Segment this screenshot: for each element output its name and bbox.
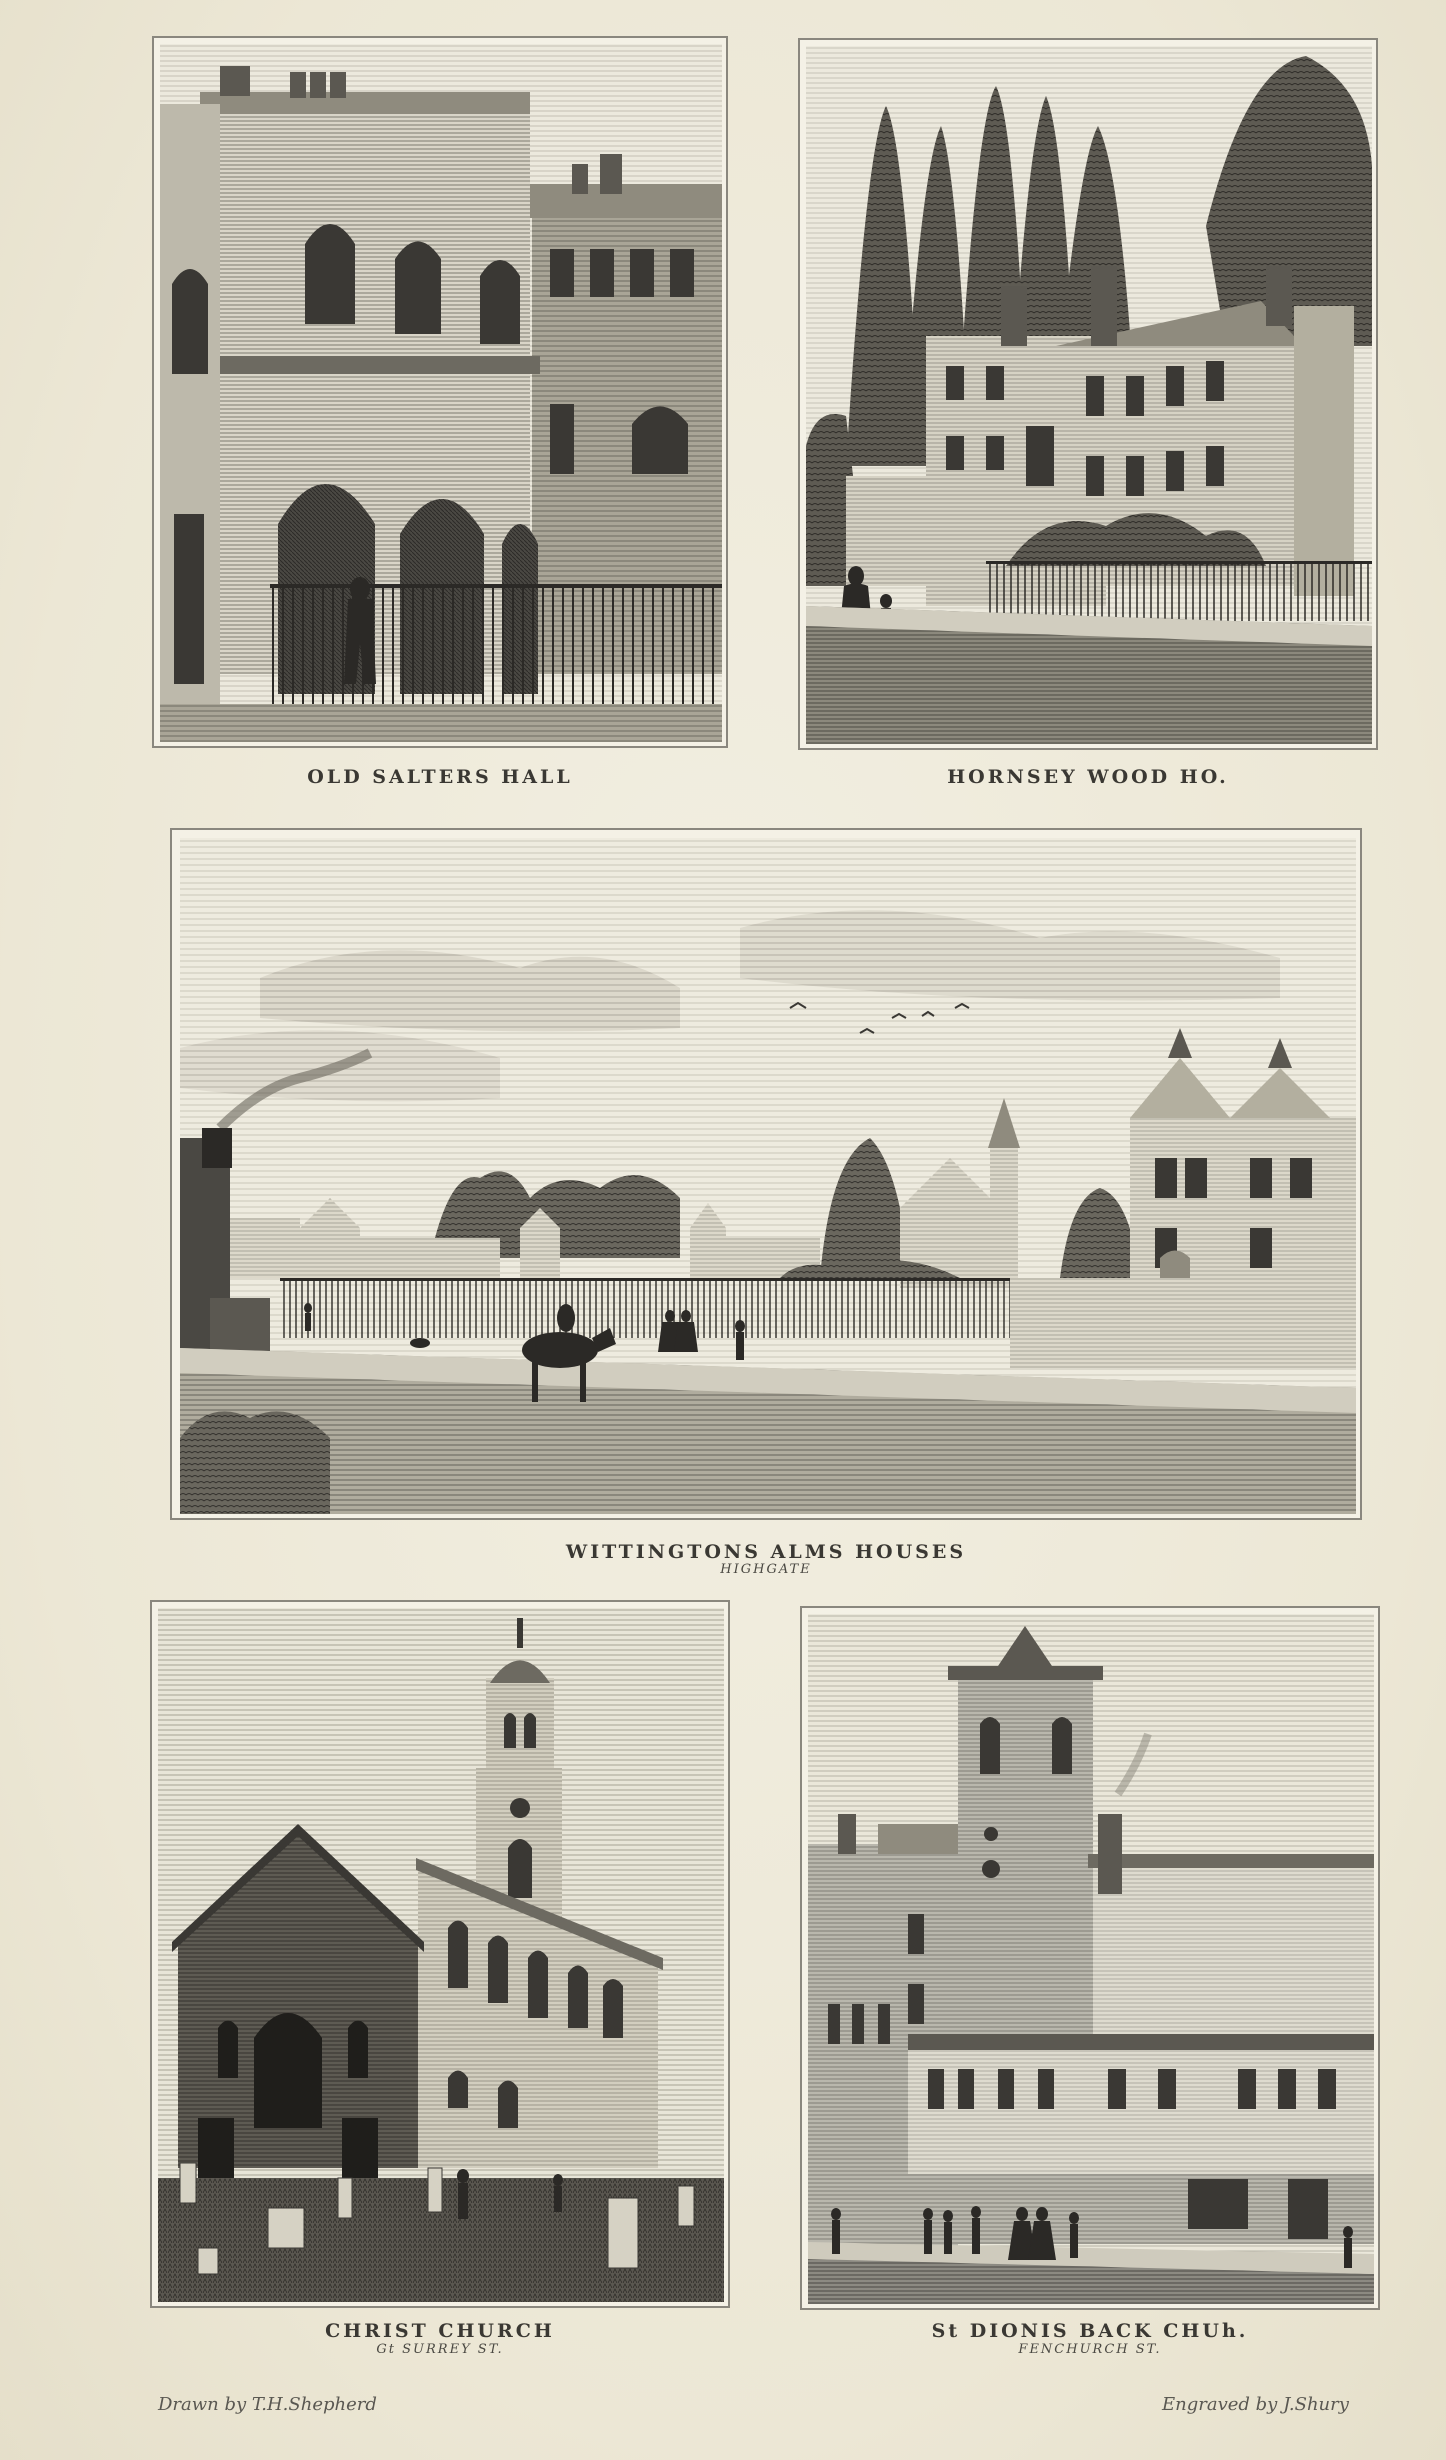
- plate-hornsey-wood: [798, 38, 1378, 750]
- engraved-by-credit: Engraved by J.Shury: [1162, 2394, 1349, 2415]
- christ-church-caption: CHRIST CHURCH: [325, 2320, 555, 2342]
- st-dionis-subcaption: FENCHURCH ST.: [1018, 2342, 1162, 2357]
- hornsey-wood-caption: HORNSEY WOOD HO.: [947, 766, 1229, 788]
- almshouses-caption: WITTINGTONS ALMS HOUSES: [565, 1541, 967, 1563]
- drawn-by-credit: Drawn by T.H.Shepherd: [158, 2394, 377, 2415]
- plate-salters-hall: [152, 36, 728, 748]
- st-dionis-engraving: [808, 1614, 1374, 2304]
- plate-almshouses: [170, 828, 1362, 1520]
- christ-church-subcaption: Gt SURREY ST.: [376, 2342, 504, 2357]
- salters-hall-engraving: [160, 44, 722, 742]
- plate-st-dionis: [800, 1606, 1380, 2310]
- plate-christ-church: [150, 1600, 730, 2308]
- hornsey-wood-engraving: [806, 46, 1372, 744]
- almshouses-subcaption: HIGHGATE: [720, 1562, 812, 1577]
- christ-church-engraving: [158, 1608, 724, 2302]
- st-dionis-caption: St DIONIS BACK CHUh.: [931, 2320, 1249, 2342]
- almshouses-engraving: [180, 838, 1356, 1514]
- salters-hall-caption: OLD SALTERS HALL: [307, 766, 573, 788]
